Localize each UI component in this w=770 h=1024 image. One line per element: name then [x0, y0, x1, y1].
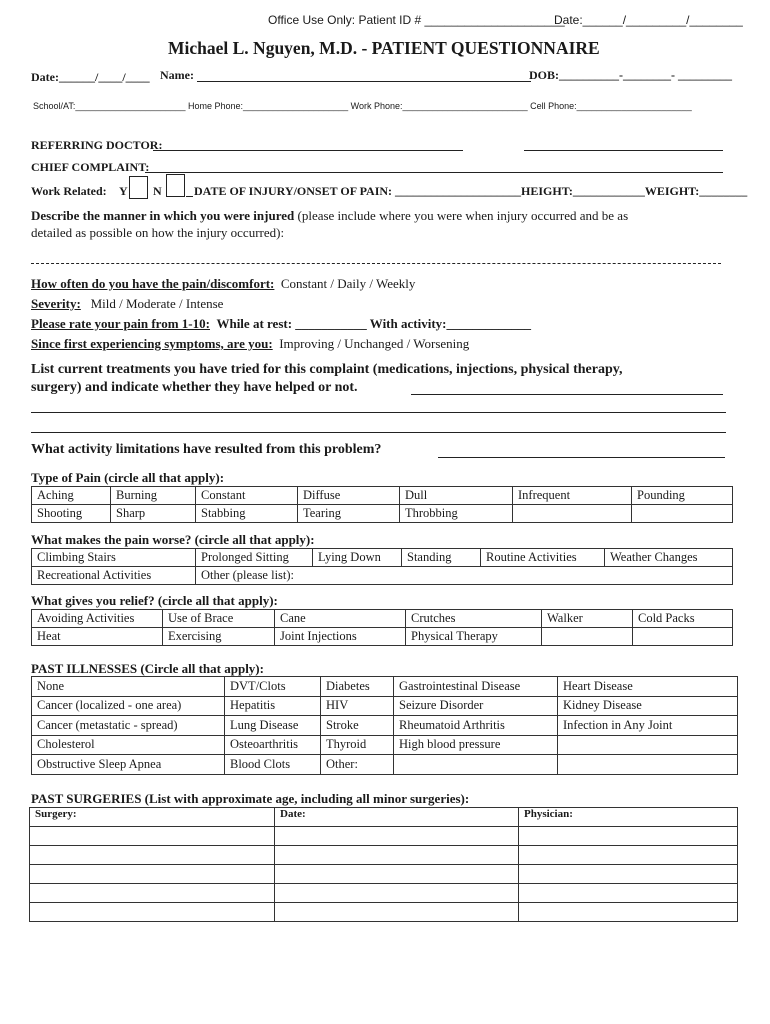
referring-doctor-field[interactable]	[153, 150, 463, 151]
relief-table	[31, 609, 733, 646]
pain-worse-heading: What makes the pain worse? (circle all that apply):	[31, 532, 315, 547]
illness-option[interactable]: Obstructive Sleep Apnea	[32, 755, 225, 775]
table-row	[30, 808, 738, 827]
symptom-progress-row	[31, 336, 469, 352]
treatments-answer-line-3[interactable]	[31, 432, 726, 433]
table-row	[30, 827, 738, 846]
illness-option[interactable]: Thyroid	[321, 735, 394, 755]
relief-option[interactable]: Physical Therapy	[406, 628, 542, 646]
relief-option[interactable]	[542, 628, 633, 646]
describe-injury-bold: Describe the manner in which you were injured	[31, 208, 295, 223]
physician-cell[interactable]	[519, 846, 738, 865]
referring-doctor-label: REFERRING DOCTOR:	[31, 138, 163, 152]
pain-worse-option[interactable]: Lying Down	[313, 549, 402, 567]
symptom-progress-label: Since first experiencing symptoms, are you:	[31, 336, 273, 351]
page-title: Michael L. Nguyen, M.D. - PATIENT QUESTIONNAIRE	[168, 38, 600, 58]
pain-worse-option[interactable]: Standing	[402, 549, 481, 567]
illness-option[interactable]: Heart Disease	[558, 677, 738, 697]
illness-option[interactable]: Seizure Disorder	[394, 696, 558, 716]
work-related-label: Work Related:	[31, 184, 107, 198]
describe-injury-prompt-line2: detailed as possible on how the injury occurred):	[31, 225, 285, 240]
pain-frequency-row	[31, 276, 415, 292]
pain-type-option[interactable]: Diffuse	[298, 487, 400, 505]
relief-option[interactable]: Joint Injections	[275, 628, 406, 646]
injury-height-weight-line[interactable]: DATE OF INJURY/ONSET OF PAIN: _____________________HEIGHT:____________WEIGHT:________	[194, 184, 748, 198]
pain-worse-option[interactable]: Prolonged Sitting	[196, 549, 313, 567]
relief-option[interactable]: Cold Packs	[633, 610, 733, 628]
pain-type-option[interactable]: Stabbing	[196, 505, 298, 523]
pain-worse-option[interactable]: Recreational Activities	[32, 567, 196, 585]
treatments-prompt: List current treatments you have tried for this complaint (medications, injections, physical therapy,	[31, 362, 623, 377]
limitations-prompt: What activity limitations have resulted from this problem?	[31, 442, 382, 457]
table-row	[30, 884, 738, 903]
illness-option[interactable]	[558, 735, 738, 755]
pain-worse-option[interactable]: Routine Activities	[481, 549, 605, 567]
contact-phone-line[interactable]: School/AT:______________________ Home Phone:_____________________ Work Phone:_________________________ Cell Phone:_______________________	[33, 101, 692, 111]
surgery-cell[interactable]	[30, 884, 275, 903]
chief-complaint-label: CHIEF COMPLAINT:	[31, 160, 150, 174]
work-related-no-label: N	[153, 184, 162, 198]
date-cell[interactable]	[275, 846, 519, 865]
date-field[interactable]: Date:______/____/____	[31, 70, 150, 84]
work-related-yes-checkbox[interactable]	[129, 176, 148, 199]
work-related-no-checkbox[interactable]	[166, 174, 185, 197]
table-row	[30, 865, 738, 884]
date-column-header: Date:	[275, 808, 519, 827]
illness-option[interactable]: HIV	[321, 696, 394, 716]
pain-type-option[interactable]: Tearing	[298, 505, 400, 523]
past-surgeries-heading: PAST SURGERIES (List with approximate age, including all minor surgeries):	[31, 791, 470, 806]
relief-option[interactable]: Walker	[542, 610, 633, 628]
illness-option[interactable]: Kidney Disease	[558, 696, 738, 716]
physician-cell[interactable]	[519, 903, 738, 922]
pain-type-option[interactable]: Sharp	[111, 505, 196, 523]
physician-cell[interactable]	[519, 827, 738, 846]
treatments-prompt-line2: surgery) and indicate whether they have helped or not.	[31, 380, 358, 395]
pain-rating-label: Please rate your pain from 1-10:	[31, 316, 210, 331]
name-field[interactable]	[197, 81, 531, 82]
physician-cell[interactable]	[519, 865, 738, 884]
illness-option[interactable]: None	[32, 677, 225, 697]
table-row	[32, 487, 733, 505]
pain-frequency-options[interactable]: Constant / Daily / Weekly	[280, 276, 416, 291]
illness-option[interactable]: Infection in Any Joint	[558, 716, 738, 736]
pain-rating-row	[31, 316, 531, 332]
table-row	[30, 903, 738, 922]
relief-heading: What gives you relief? (circle all that apply):	[31, 593, 278, 608]
pain-worse-option[interactable]: Climbing Stairs	[32, 549, 196, 567]
illness-option[interactable]: Lung Disease	[225, 716, 321, 736]
illness-option[interactable]: DVT/Clots	[225, 677, 321, 697]
illness-option[interactable]: Rheumatoid Arthritis	[394, 716, 558, 736]
date-cell[interactable]	[275, 903, 519, 922]
type-of-pain-table	[31, 486, 733, 523]
type-of-pain-heading: Type of Pain (circle all that apply):	[31, 470, 225, 485]
describe-injury-answer-line[interactable]	[31, 263, 721, 264]
illness-option[interactable]: Cancer (localized - one area)	[32, 696, 225, 716]
relief-option[interactable]: Cane	[275, 610, 406, 628]
office-use-date[interactable]: Date:______/_________/________	[554, 13, 743, 27]
relief-option[interactable]: Use of Brace	[163, 610, 275, 628]
table-row	[32, 716, 738, 736]
table-row	[32, 735, 738, 755]
office-use-patient-id[interactable]: Office Use Only: Patient ID # _____________________	[268, 13, 565, 27]
pain-type-option[interactable]: Dull	[400, 487, 513, 505]
illness-option[interactable]: Other:	[321, 755, 394, 775]
relief-option[interactable]: Avoiding Activities	[32, 610, 163, 628]
table-row	[32, 567, 733, 585]
pain-frequency-label: How often do you have the pain/discomfort:	[31, 276, 275, 291]
name-label: Name:	[160, 68, 194, 82]
illness-option[interactable]: Stroke	[321, 716, 394, 736]
surgery-cell[interactable]	[30, 903, 275, 922]
table-row	[32, 505, 733, 523]
pain-type-option[interactable]: Burning	[111, 487, 196, 505]
illness-option[interactable]: Gastrointestinal Disease	[394, 677, 558, 697]
past-illnesses-table	[31, 676, 738, 775]
illness-option[interactable]	[558, 755, 738, 775]
past-surgeries-table	[29, 807, 738, 922]
illness-option[interactable]	[394, 755, 558, 775]
describe-injury-prompt	[31, 208, 628, 224]
symptom-progress-options[interactable]: Improving / Unchanged / Worsening	[279, 336, 470, 351]
pain-type-option[interactable]: Shooting	[32, 505, 111, 523]
illness-option[interactable]: Diabetes	[321, 677, 394, 697]
illness-option[interactable]: Cancer (metastatic - spread)	[32, 716, 225, 736]
surgery-cell[interactable]	[30, 827, 275, 846]
physician-cell[interactable]	[519, 884, 738, 903]
severity-row	[31, 296, 223, 312]
illness-option[interactable]: Blood Clots	[225, 755, 321, 775]
pain-type-option[interactable]: Constant	[196, 487, 298, 505]
surgery-cell[interactable]	[30, 865, 275, 884]
severity-label: Severity:	[31, 296, 81, 311]
table-row	[32, 755, 738, 775]
table-row	[30, 846, 738, 865]
dob-field[interactable]: DOB:__________-________- _________	[529, 68, 732, 82]
relief-option[interactable]	[633, 628, 733, 646]
table-row	[32, 549, 733, 567]
pain-worse-table	[31, 548, 733, 585]
pain-worse-other[interactable]: Other (please list):	[196, 567, 733, 585]
illness-option[interactable]: Cholesterol	[32, 735, 225, 755]
table-row	[32, 628, 733, 646]
illness-option[interactable]: Hepatitis	[225, 696, 321, 716]
relief-option[interactable]: Crutches	[406, 610, 542, 628]
table-row	[32, 610, 733, 628]
date-cell[interactable]	[275, 827, 519, 846]
pain-type-option[interactable]: Throbbing	[400, 505, 513, 523]
pain-worse-option[interactable]: Weather Changes	[605, 549, 733, 567]
work-related-yes-label: Y	[119, 184, 128, 198]
pain-type-option[interactable]: Aching	[32, 487, 111, 505]
chief-complaint-field[interactable]	[145, 172, 723, 173]
physician-column-header: Physician:	[519, 808, 738, 827]
pain-type-option[interactable]	[632, 505, 733, 523]
pain-type-option[interactable]: Infrequent	[513, 487, 632, 505]
pain-type-option[interactable]	[513, 505, 632, 523]
limitations-answer-line[interactable]	[438, 457, 725, 458]
illness-option[interactable]: High blood pressure	[394, 735, 558, 755]
pain-rating-fields[interactable]: While at rest: ___________ With activity:_____________	[216, 316, 531, 331]
work-related-separator	[186, 196, 193, 197]
table-row	[32, 696, 738, 716]
severity-options[interactable]: Mild / Moderate / Intense	[90, 296, 224, 311]
surgery-cell[interactable]	[30, 846, 275, 865]
treatments-answer-line-1[interactable]	[411, 394, 723, 395]
relief-option[interactable]: Exercising	[163, 628, 275, 646]
referring-doctor-extra-field[interactable]	[524, 150, 723, 151]
relief-option[interactable]: Heat	[32, 628, 163, 646]
date-cell[interactable]	[275, 884, 519, 903]
illness-option[interactable]: Osteoarthritis	[225, 735, 321, 755]
pain-type-option[interactable]: Pounding	[632, 487, 733, 505]
date-cell[interactable]	[275, 865, 519, 884]
past-illnesses-heading: PAST ILLNESSES (Circle all that apply):	[31, 661, 264, 676]
treatments-answer-line-2[interactable]	[31, 412, 726, 413]
describe-injury-rest: (please include where you were when injury occurred and be as	[294, 208, 629, 223]
surgery-column-header: Surgery:	[30, 808, 275, 827]
table-row	[32, 677, 738, 697]
